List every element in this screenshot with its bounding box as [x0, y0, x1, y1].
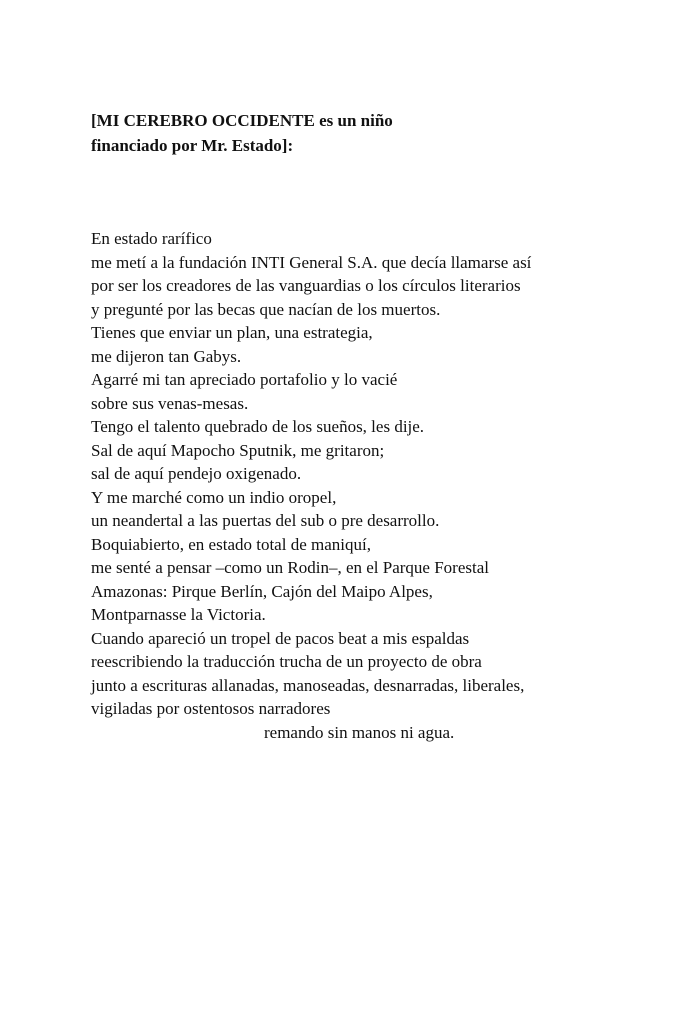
poem-line: Sal de aquí Mapocho Sputnik, me gritaron;	[91, 440, 385, 460]
poem-line: me dijeron tan Gabys.	[91, 346, 242, 366]
poem-title-line: financiado por Mr. Estado]:	[91, 136, 294, 155]
poem-line: Cuando apareció un tropel de pacos beat a mis espaldas	[91, 628, 470, 648]
poem-line: reescribiendo la traducción trucha de un proyecto de obra	[91, 652, 482, 671]
poem-line: vigiladas por ostentosos narradores	[91, 699, 331, 718]
poem-line: me senté a pensar –como un Rodin–, en el Parque Forestal	[91, 558, 489, 577]
poem-body	[91, 227, 651, 744]
poem-line-indented: remando sin manos ni agua.	[264, 722, 455, 742]
poem-line: sobre sus venas-mesas.	[91, 393, 249, 413]
poem-line: Montparnasse la Victoria.	[91, 605, 266, 624]
poem-line: Amazonas: Pirque Berlín, Cajón del Maipo Alpes,	[91, 581, 433, 601]
poem-line: un neandertal a las puertas del sub o pre desarrollo.	[91, 511, 440, 530]
poem-line: y pregunté por las becas que nacían de los muertos.	[91, 299, 441, 319]
poem-line: junto a escrituras allanadas, manoseadas, desnarradas, liberales,	[91, 675, 525, 695]
poem-line: Tienes que enviar un plan, una estrategia,	[91, 323, 373, 342]
poem-line: En estado rarífico	[91, 229, 212, 248]
poem-line: me metí a la fundación INTI General S.A. que decía llamarse así	[91, 252, 532, 272]
poem-line: por ser los creadores de las vanguardias o los círculos literarios	[91, 276, 521, 295]
poem-line: sal de aquí pendejo oxigenado.	[91, 464, 302, 483]
poem-line: Y me marché como un indio oropel,	[91, 487, 337, 507]
poem-line: Agarré mi tan apreciado portafolio y lo vacié	[91, 370, 398, 389]
poem-line: Boquiabierto, en estado total de maniquí,	[91, 534, 371, 554]
poem-title	[91, 108, 611, 158]
poem-line: Tengo el talento quebrado de los sueños, les dije.	[91, 417, 425, 436]
poem-title-line: [MI CEREBRO OCCIDENTE es un niño	[91, 111, 393, 130]
